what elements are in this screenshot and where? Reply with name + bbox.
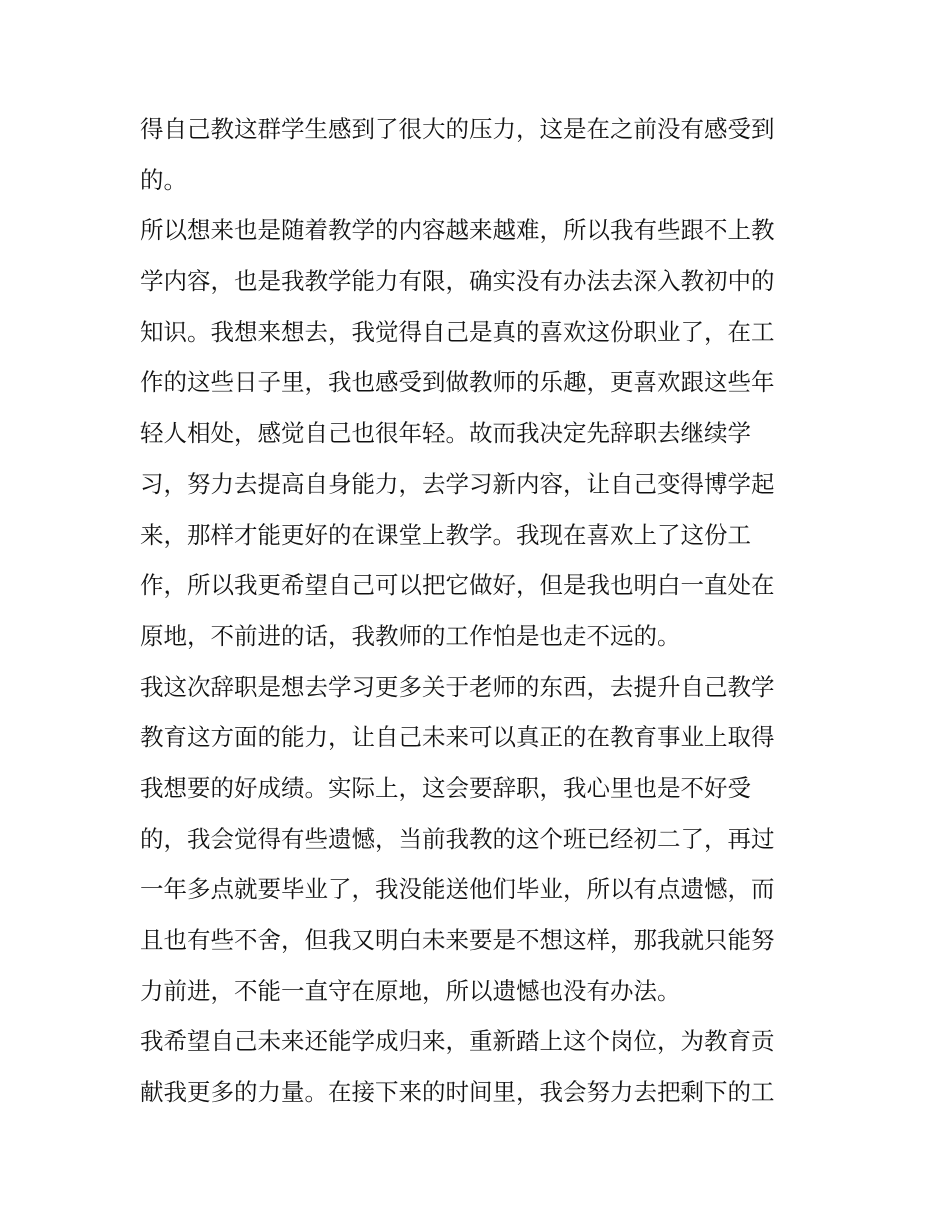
text-line: 献我更多的力量。在接下来的时间里，我会努力去把剩下的工 — [140, 1078, 775, 1107]
text-line: 作，所以我更希望自己可以把它做好，但是我也明白一直处在 — [140, 571, 775, 600]
text-line: 我这次辞职是想去学习更多关于老师的东西，去提升自己教学 — [140, 672, 775, 701]
text-line: 一年多点就要毕业了，我没能送他们毕业，所以有点遗憾，而 — [140, 875, 775, 904]
text-line: 所以想来也是随着教学的内容越来越难，所以我有些跟不上教 — [140, 216, 775, 245]
text-line: 力前进，不能一直守在原地，所以遗憾也没有办法。 — [140, 976, 681, 1005]
text-line: 原地，不前进的话，我教师的工作怕是也走不远的。 — [140, 621, 681, 650]
text-line: 得自己教这群学生感到了很大的压力，这是在之前没有感受到 — [140, 115, 775, 143]
text-line: 习，努力去提高自身能力，去学习新内容，让自己变得博学起 — [140, 469, 775, 498]
text-line: 学内容，也是我教学能力有限，确实没有办法去深入教初中的 — [140, 267, 775, 296]
text-line: 作的这些日子里，我也感受到做教师的乐趣，更喜欢跟这些年 — [140, 368, 775, 397]
text-line: 我希望自己未来还能学成归来，重新踏上这个岗位，为教育贡 — [140, 1027, 775, 1056]
text-line: 的，我会觉得有些遗憾，当前我教的这个班已经初二了，再过 — [140, 824, 775, 853]
body-text — [140, 104, 830, 1118]
text-line: 且也有些不舍，但我又明白未来要是不想这样，那我就只能努 — [140, 926, 775, 954]
text-line: 来，那样才能更好的在课堂上教学。我现在喜欢上了这份工 — [140, 520, 751, 549]
text-line: 轻人相处，感觉自己也很年轻。故而我决定先辞职去继续学 — [140, 419, 751, 448]
text-line: 的。 — [140, 165, 187, 194]
text-line: 我想要的好成绩。实际上，这会要辞职，我心里也是不好受 — [140, 773, 751, 802]
text-line: 教育这方面的能力，让自己未来可以真正的在教育事业上取得 — [140, 723, 775, 752]
text-line: 知识。我想来想去，我觉得自己是真的喜欢这份职业了，在工 — [140, 317, 775, 346]
